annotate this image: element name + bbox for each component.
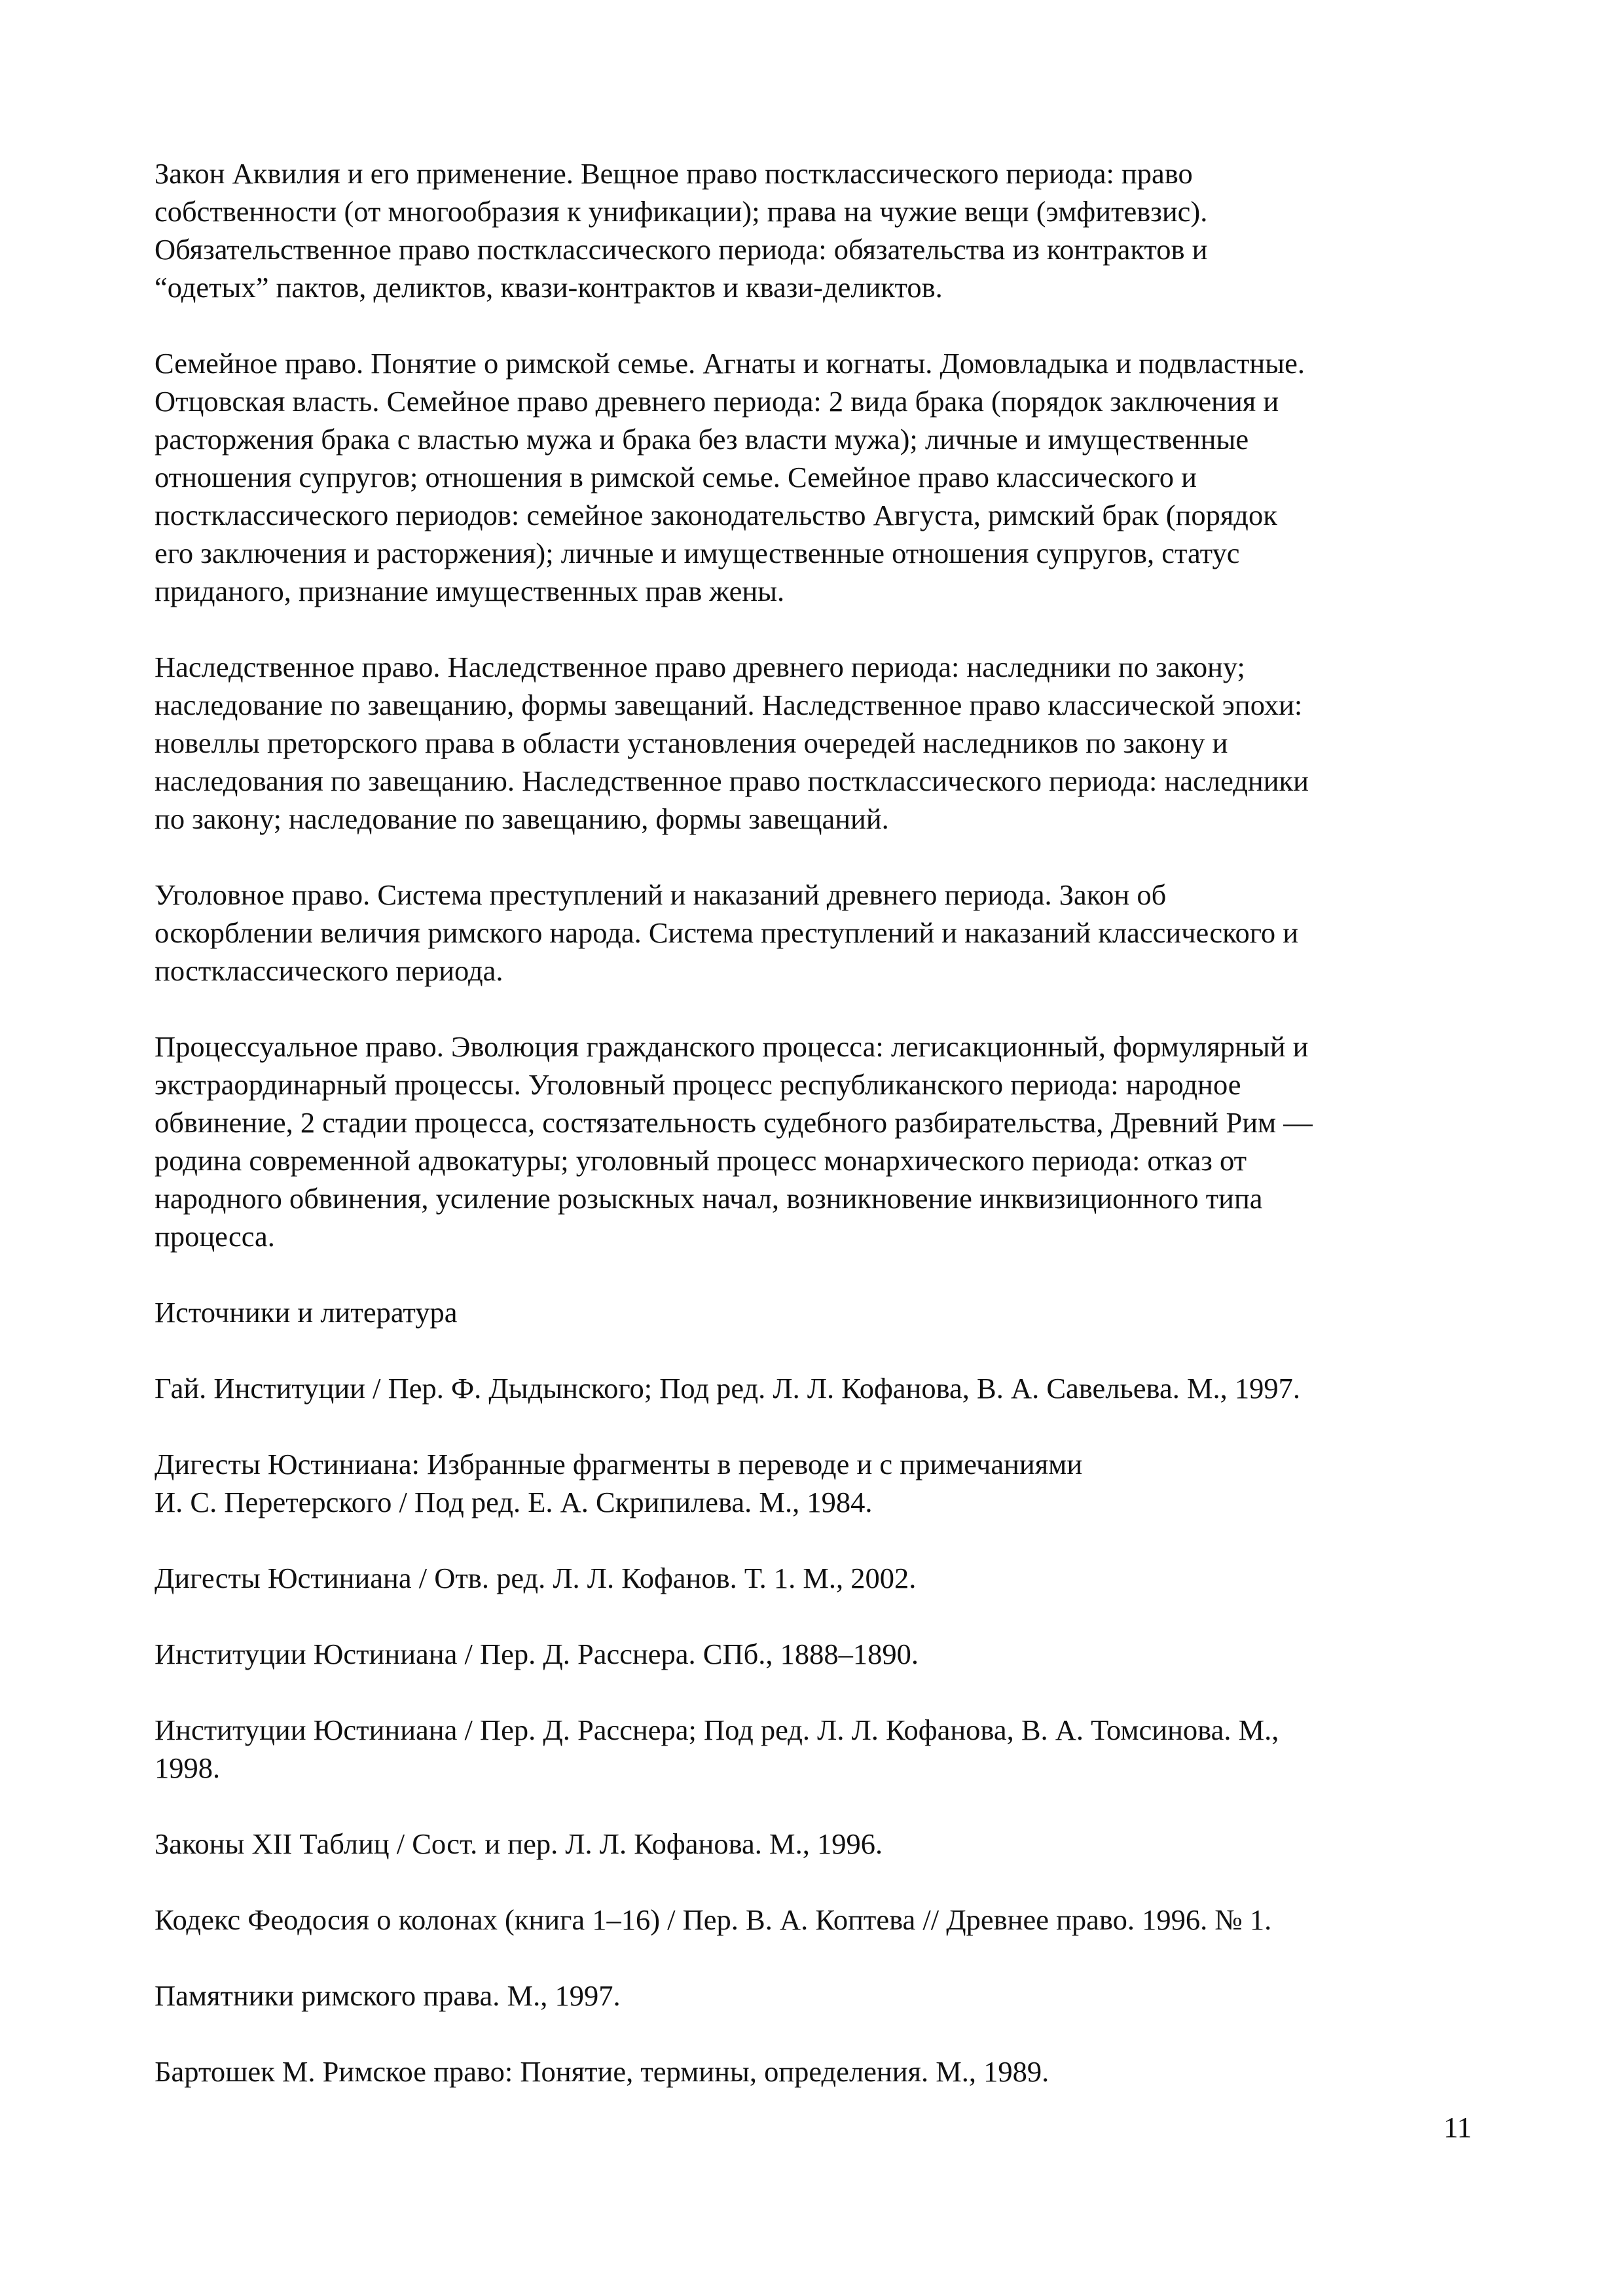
bibliography-entry (155, 1825, 1464, 1863)
text-line: Памятники римского права. М., 1997. (155, 1979, 621, 2012)
text-line: обвинение, 2 стадии процесса, состязательность судебного разбирательства, Древний Рим — (155, 1106, 1313, 1139)
bibliography-entry (155, 1977, 1464, 2015)
text-line: Бартошек М. Римское право: Понятие, термины, определения. М., 1989. (155, 2055, 1049, 2088)
text-line: Институции Юстиниана / Пер. Д. Расснера; Под ред. Л. Л. Кофанова, В. А. Томсинова. М., (155, 1713, 1279, 1746)
text-line: Гай. Институции / Пер. Ф. Дыдынского; Под ред. Л. Л. Кофанова, В. А. Савельева. М., 1997. (155, 1372, 1301, 1405)
text-line: Семейное право. Понятие о римской семье. Агнаты и когнаты. Домовладыка и подвластные. (155, 347, 1305, 380)
text-line: постклассического периода. (155, 954, 503, 987)
text-line: наследования по завещанию. Наследственное право постклассического периода: наследники (155, 764, 1309, 797)
text-line: новеллы преторского права в области установления очередей наследников по закону и (155, 726, 1228, 759)
text-line: Обязательственное право постклассического периода: обязательства из контрактов и (155, 233, 1208, 266)
text-line: постклассического периодов: семейное законодательство Августа, римский брак (порядок (155, 499, 1277, 531)
bibliography-entry (155, 1901, 1464, 1939)
text-line: “одетых” пактов, деликтов, квази-контрактов и квази-деликтов. (155, 271, 943, 304)
paragraph-inheritance-law (155, 648, 1464, 838)
text-line: Закон Аквилия и его применение. Вещное право постклассического периода: право (155, 157, 1193, 190)
text-line: Дигесты Юстиниана: Избранные фрагменты в переводе и с примечаниями (155, 1448, 1083, 1480)
paragraph-criminal-law (155, 876, 1464, 990)
page-body (155, 154, 1464, 2128)
text-line: Источники и литература (155, 1296, 458, 1329)
page-number: 11 (1444, 2111, 1472, 2144)
text-line: экстраординарный процессы. Уголовный процесс республиканского периода: народное (155, 1068, 1241, 1101)
text-line: народного обвинения, усиление розыскных начал, возникновение инквизиционного типа (155, 1182, 1263, 1215)
text-line: расторжения брака с властью мужа и брака без власти мужа); личные и имущественные (155, 423, 1249, 456)
bibliography-entry (155, 1711, 1464, 1787)
section-heading-sources (155, 1293, 1464, 1331)
bibliography-entry (155, 2053, 1464, 2090)
text-line: Институции Юстиниана / Пер. Д. Расснера. СПб., 1888–1890. (155, 1638, 919, 1670)
text-line: 1998. (155, 1751, 221, 1784)
bibliography-entry (155, 1369, 1464, 1407)
text-line: Дигесты Юстиниана / Отв. ред. Л. Л. Кофанов. Т. 1. М., 2002. (155, 1562, 917, 1594)
paragraph-procedural-law (155, 1028, 1464, 1255)
text-line: его заключения и расторжения); личные и имущественные отношения супругов, статус (155, 537, 1240, 569)
bibliography-entry (155, 1635, 1464, 1673)
bibliography-entry (155, 1445, 1464, 1521)
text-line: процесса. (155, 1220, 275, 1253)
text-line: Наследственное право. Наследственное право древнего периода: наследники по закону; (155, 651, 1245, 683)
text-line: по закону; наследование по завещанию, формы завещаний. (155, 802, 889, 835)
text-line: наследование по завещанию, формы завещаний. Наследственное право классической эпохи: (155, 689, 1303, 721)
text-line: И. С. Перетерского / Под ред. Е. А. Скрипилева. М., 1984. (155, 1486, 873, 1518)
text-line: собственности (от многообразия к унификации); права на чужие вещи (эмфитевзис). (155, 195, 1208, 228)
text-line: оскорблении величия римского народа. Система преступлений и наказаний классического и (155, 916, 1299, 949)
text-line: отношения супругов; отношения в римской семье. Семейное право классического и (155, 461, 1197, 493)
text-line: Отцовская власть. Семейное право древнего периода: 2 вида брака (порядок заключения и (155, 385, 1279, 418)
text-line: приданого, признание имущественных прав жены. (155, 575, 785, 607)
paragraph-family-law (155, 344, 1464, 610)
text-line: Законы XII Таблиц / Сост. и пер. Л. Л. Кофанова. М., 1996. (155, 1827, 883, 1860)
text-line: родина современной адвокатуры; уголовный процесс монархического периода: отказ от (155, 1144, 1247, 1177)
bibliography-entry (155, 1559, 1464, 1597)
paragraph-law-of-things-obligations (155, 154, 1464, 306)
text-line: Уголовное право. Система преступлений и наказаний древнего периода. Закон об (155, 878, 1167, 911)
text-line: Кодекс Феодосия о колонах (книга 1–16) / Пер. В. А. Коптева // Древнее право. 1996. № 1. (155, 1903, 1272, 1936)
text-line: Процессуальное право. Эволюция гражданского процесса: легисакционный, формулярный и (155, 1030, 1309, 1063)
